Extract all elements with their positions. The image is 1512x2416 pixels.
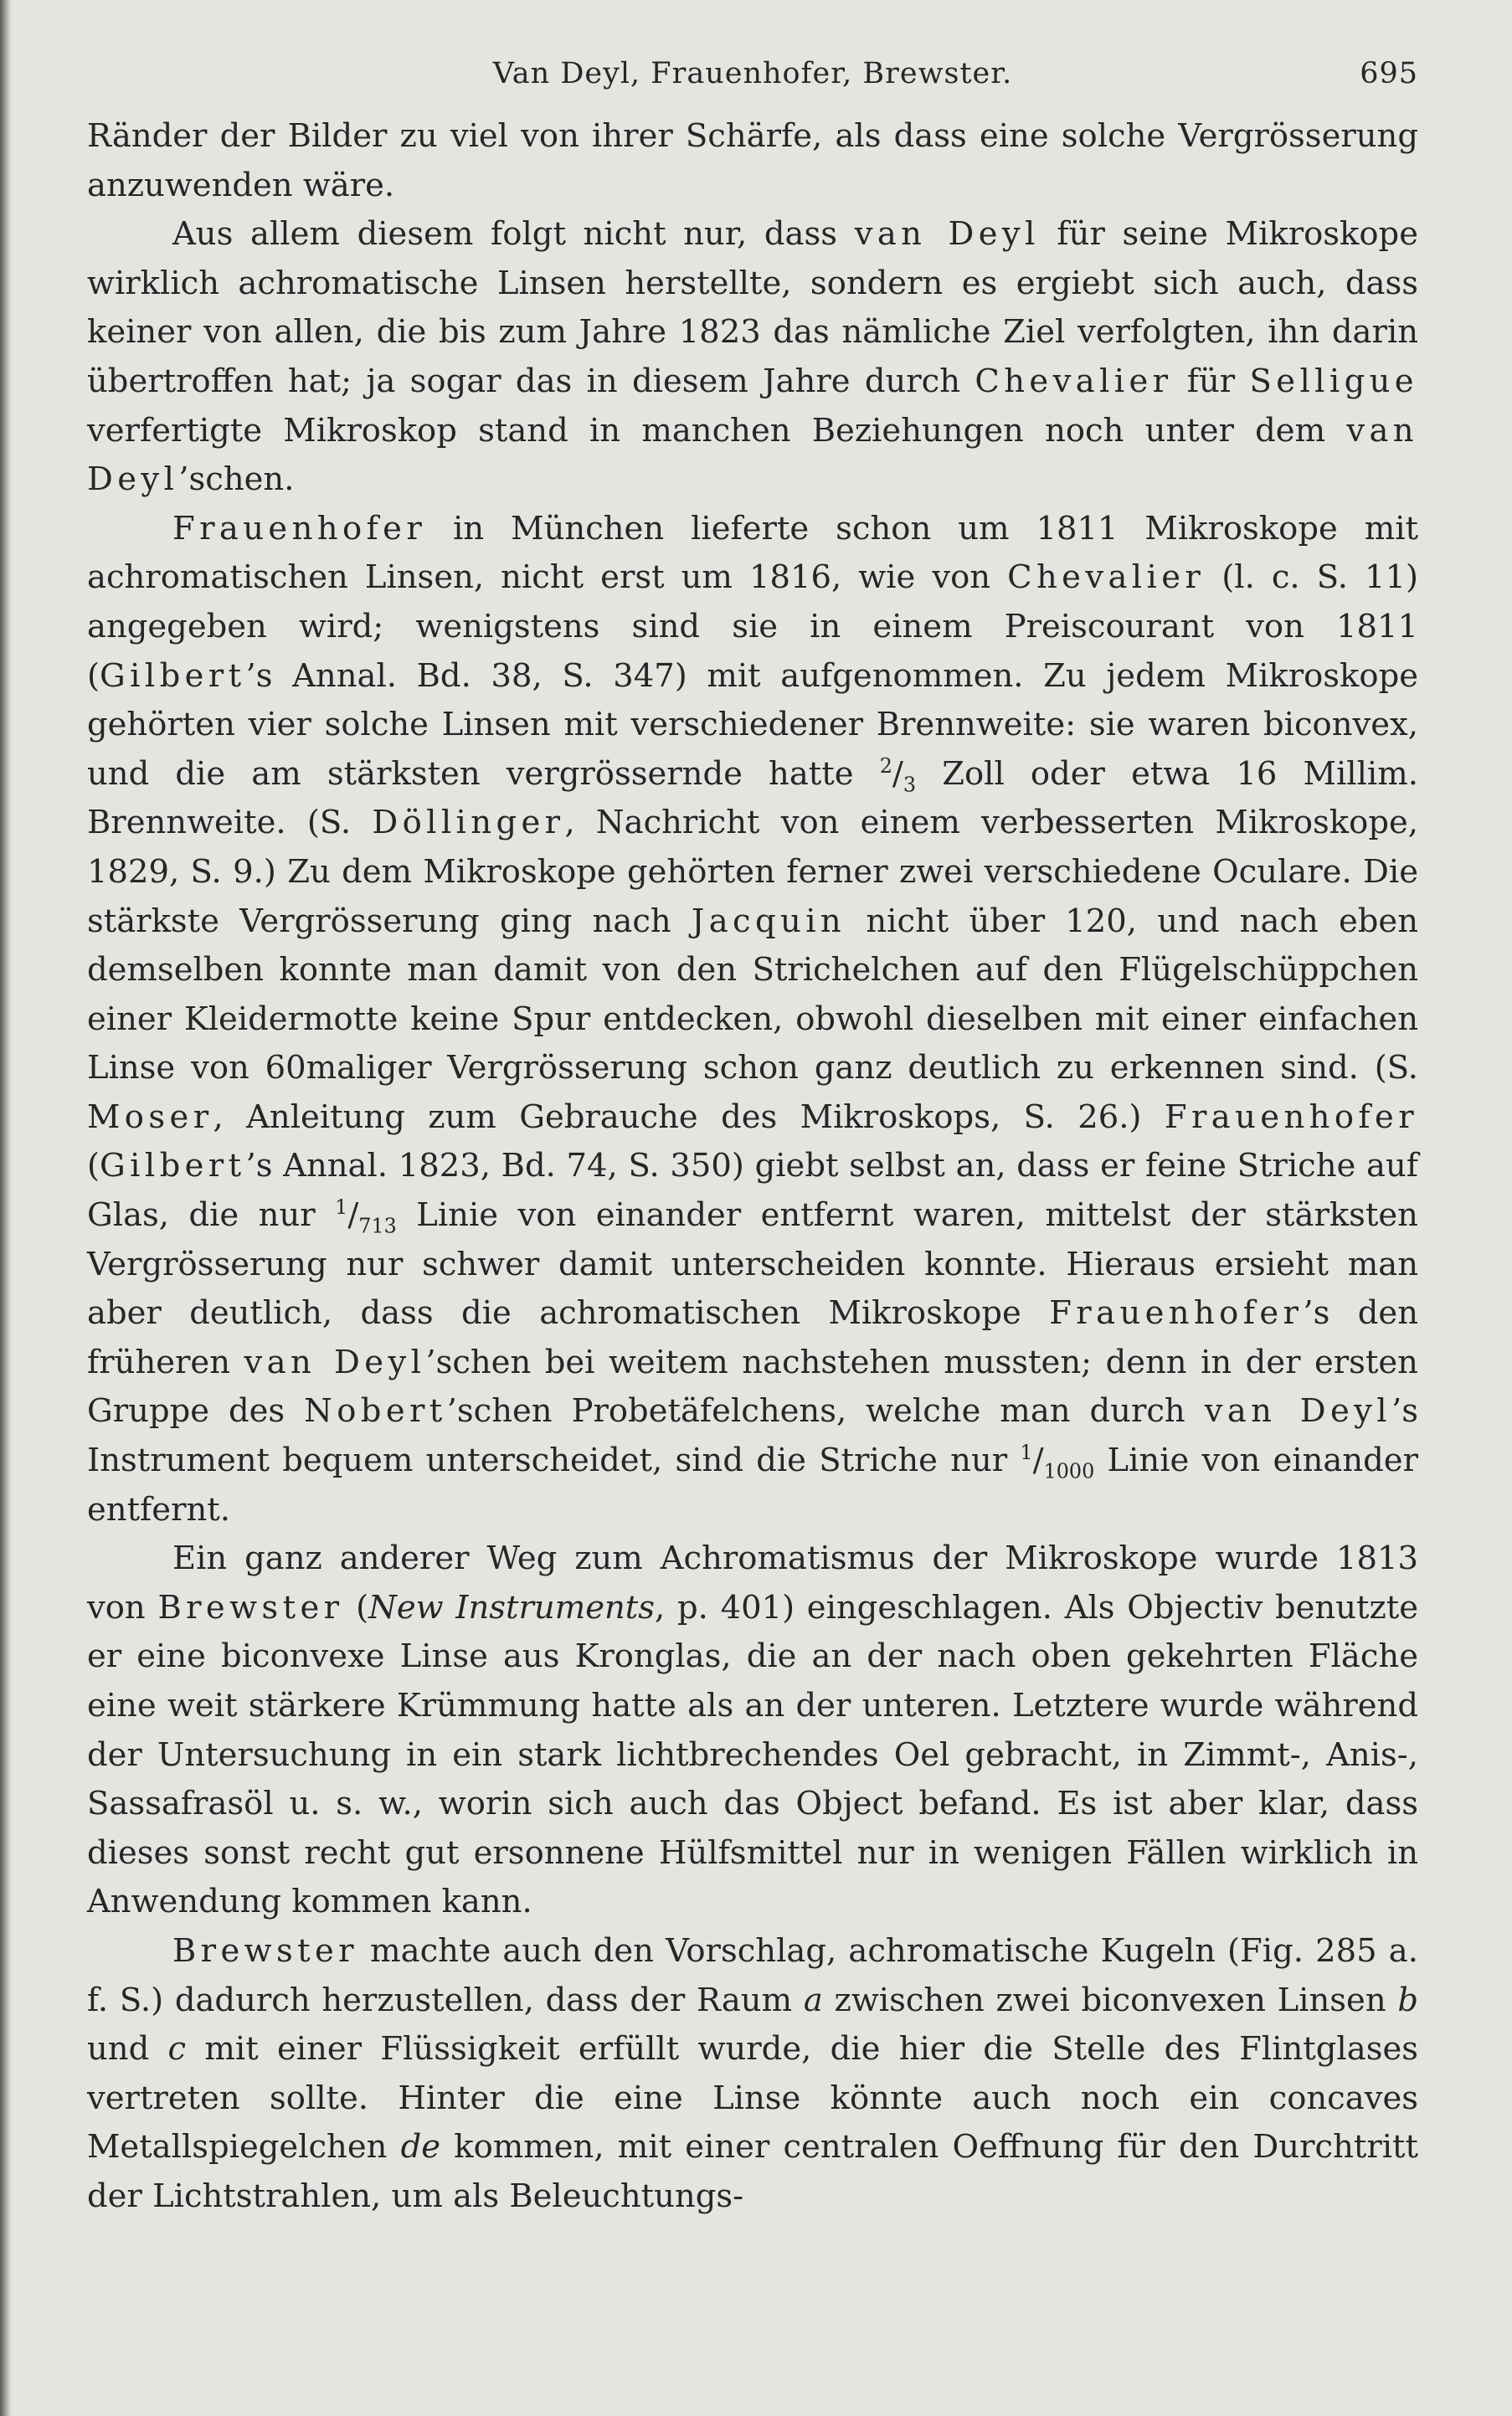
spaced-name: van Deyl — [854, 215, 1040, 254]
spaced-name: Nobert — [304, 1392, 447, 1431]
text-run: ’schen Probetäfelchens, welche man durch — [446, 1392, 1205, 1431]
text-run: verfertigte Mikroskop stand in manchen Beziehungen noch unter dem — [87, 411, 1347, 450]
spaced-name: Selligue — [1249, 362, 1418, 400]
text-run: in München lieferte schon um 1811 Mikroskope mit achromatischen Linsen, nicht erst um 1816, wie von — [87, 509, 1418, 597]
paragraph-3 — [87, 505, 1418, 1534]
paragraph-2 — [87, 210, 1418, 505]
fraction-denominator: 3 — [903, 773, 917, 797]
text-run: ’schen. — [178, 460, 295, 499]
fraction-denominator: 1000 — [1043, 1459, 1095, 1483]
body-text — [87, 112, 1418, 2222]
spaced-name: Döllinger — [372, 804, 565, 842]
text-run: ’s Annal. 1823, Bd. 74, S. 350) giebt selbst an, dass er feine Striche auf Glas, die nur — [87, 1147, 1418, 1235]
fraction-slash: / — [892, 754, 903, 793]
scan-binding-edge — [0, 0, 12, 2416]
text-run: nicht über 120, und nach eben demselben konnte man damit von den Strichelchen auf den Flügelschüppchen einer Kleidermotte keine Spur entdecken, obwohl dieselben mit einer einfachen Linse von 60maliger Vergrösserung schon ganz deutlich zu erkennen sind. (S. — [87, 902, 1418, 1087]
running-title: Van Deyl, Frauenhofer, Brewster. — [492, 57, 1013, 90]
spaced-name: Chevalier — [975, 362, 1173, 400]
text-run: Linie von einander entfernt waren, mittelst der stärksten Vergrösserung nur schwer damit unterscheiden konnte. Hieraus ersieht man aber deutlich, dass die achromatischen Mikroskope — [87, 1196, 1418, 1333]
spaced-name: Chevalier — [1007, 558, 1206, 597]
text-run: ’s Annal. Bd. 38, S. 347) mit aufgenommen. Zu jedem Mikroskope gehörten vier solche Linsen mit verschiedener Brennweite: sie waren biconvex, und die am stärksten vergrössernde hatte — [87, 656, 1418, 793]
fraction-numerator: 1 — [335, 1195, 348, 1220]
text-run: Ränder der Bilder zu viel von ihrer Schärfe, als dass eine solche Vergrösserung anzuwenden wäre. — [87, 117, 1418, 204]
italic-letter: c — [167, 2030, 187, 2069]
text-run: machte auch den Vorschlag, achromatische Kugeln (Fig. 285 a. f. S.) dadurch herzustellen, dass der Raum — [87, 1931, 1418, 2019]
spaced-name: Brewster — [157, 1588, 344, 1627]
text-run: , p. 401) eingeschlagen. Als Objectiv benutzte er eine biconvexe Linse aus Kronglas, die an der nach oben gekehrten Fläche eine weit stärkere Krümmung hatte als an der unteren. Letztere wurde während der Untersuchung in ein stark lichtbrechendes Oel gebracht, in Zimmt-, Anis-, Sassafrasöl u. s. w., worin sich auch das Object befand. Es ist aber klar, dass dieses sonst recht gut ersonnene Hülfsmittel nur in wenigen Fällen wirklich in Anwendung kommen kann. — [87, 1588, 1419, 1921]
spaced-name: Frauenhofer — [1049, 1294, 1304, 1333]
text-run: Zoll oder etwa 16 Millim. Brennweite. (S. — [87, 754, 1418, 842]
text-run: kommen, mit einer centralen Oeffnung für den Durchtritt der Lichtstrahlen, um als Beleuchtungs- — [87, 2128, 1418, 2215]
text-run: , Nachricht von einem verbesserten Mikroskope, 1829, S. 9.) Zu dem Mikroskope gehörten ferner zwei verschiedene Oculare. Die stärkste Vergrösserung ging nach — [87, 804, 1418, 940]
spaced-name: Frauenhofer — [172, 509, 427, 547]
text-run: ’schen bei weitem nachstehen mussten; denn in der ersten Gruppe des — [87, 1343, 1418, 1431]
text-run: und — [87, 2030, 168, 2069]
text-run: Linie von einander entfernt. — [87, 1442, 1418, 1529]
text-run: mit einer Flüssigkeit erfüllt wurde, die hier die Stelle des Flintglases vertreten sollte. Hinter die eine Linse könnte auch noch ein concaves Metallspiegelchen — [87, 2030, 1418, 2167]
spaced-name: Gilbert — [100, 656, 246, 695]
text-run: ’s den früheren — [87, 1294, 1418, 1381]
text-run: Ein ganz anderer Weg zum Achromatismus der Mikroskope wurde 1813 von — [87, 1540, 1418, 1627]
fraction-slash: / — [347, 1196, 359, 1235]
text-run: für — [1172, 362, 1250, 400]
spaced-name: van Deyl — [1204, 1392, 1392, 1431]
fraction-slash: / — [1032, 1442, 1044, 1480]
text-run: zwischen zwei biconvexen Linsen — [822, 1981, 1398, 2019]
text-run: , Anleitung zum Gebrauche des Mikroskops, S. 26.) — [213, 1097, 1165, 1136]
text-run: ( — [87, 1147, 100, 1185]
italic-letter: a — [803, 1981, 823, 2019]
book-page — [87, 54, 1418, 2381]
page-number: 695 — [1360, 57, 1418, 90]
text-run: ’s Instrument bequem unterscheidet, sind die Striche nur — [87, 1392, 1419, 1480]
paragraph-1 — [87, 112, 1418, 210]
paragraph-4 — [87, 1534, 1418, 1927]
fraction-numerator: 1 — [1020, 1441, 1033, 1465]
spaced-name: Brewster — [172, 1931, 358, 1970]
fraction-denominator: 713 — [358, 1214, 397, 1238]
text-run: (l. c. S. 11) angegeben wird; wenigstens sind sie in einem Preiscourant von 1811 ( — [87, 558, 1418, 695]
spaced-name: Moser — [87, 1097, 213, 1136]
italic-title: New Instruments — [368, 1588, 656, 1627]
spaced-name: Gilbert — [100, 1147, 246, 1185]
spaced-name: Frauenhofer — [1164, 1097, 1418, 1136]
paragraph-5 — [87, 1927, 1418, 2222]
fraction-numerator: 2 — [879, 753, 892, 778]
spaced-name: Jacquin — [691, 902, 846, 940]
text-run: für seine Mikroskope wirklich achromatische Linsen herstellte, sondern es ergiebt sich auch, dass keiner von allen, die bis zum Jahre 1823 das nämliche Ziel verfolgten, ihn darin übertroffen hat; ja sogar das in diesem Jahre durch — [87, 215, 1418, 400]
running-head — [87, 54, 1418, 112]
italic-letter: de — [400, 2128, 441, 2167]
text-run: Aus allem diesem folgt nicht nur, dass — [172, 215, 855, 254]
text-run: ( — [343, 1588, 369, 1627]
spaced-name: van Deyl — [244, 1343, 426, 1381]
italic-letter: b — [1397, 1981, 1418, 2019]
spaced-name: van Deyl — [87, 411, 1418, 499]
